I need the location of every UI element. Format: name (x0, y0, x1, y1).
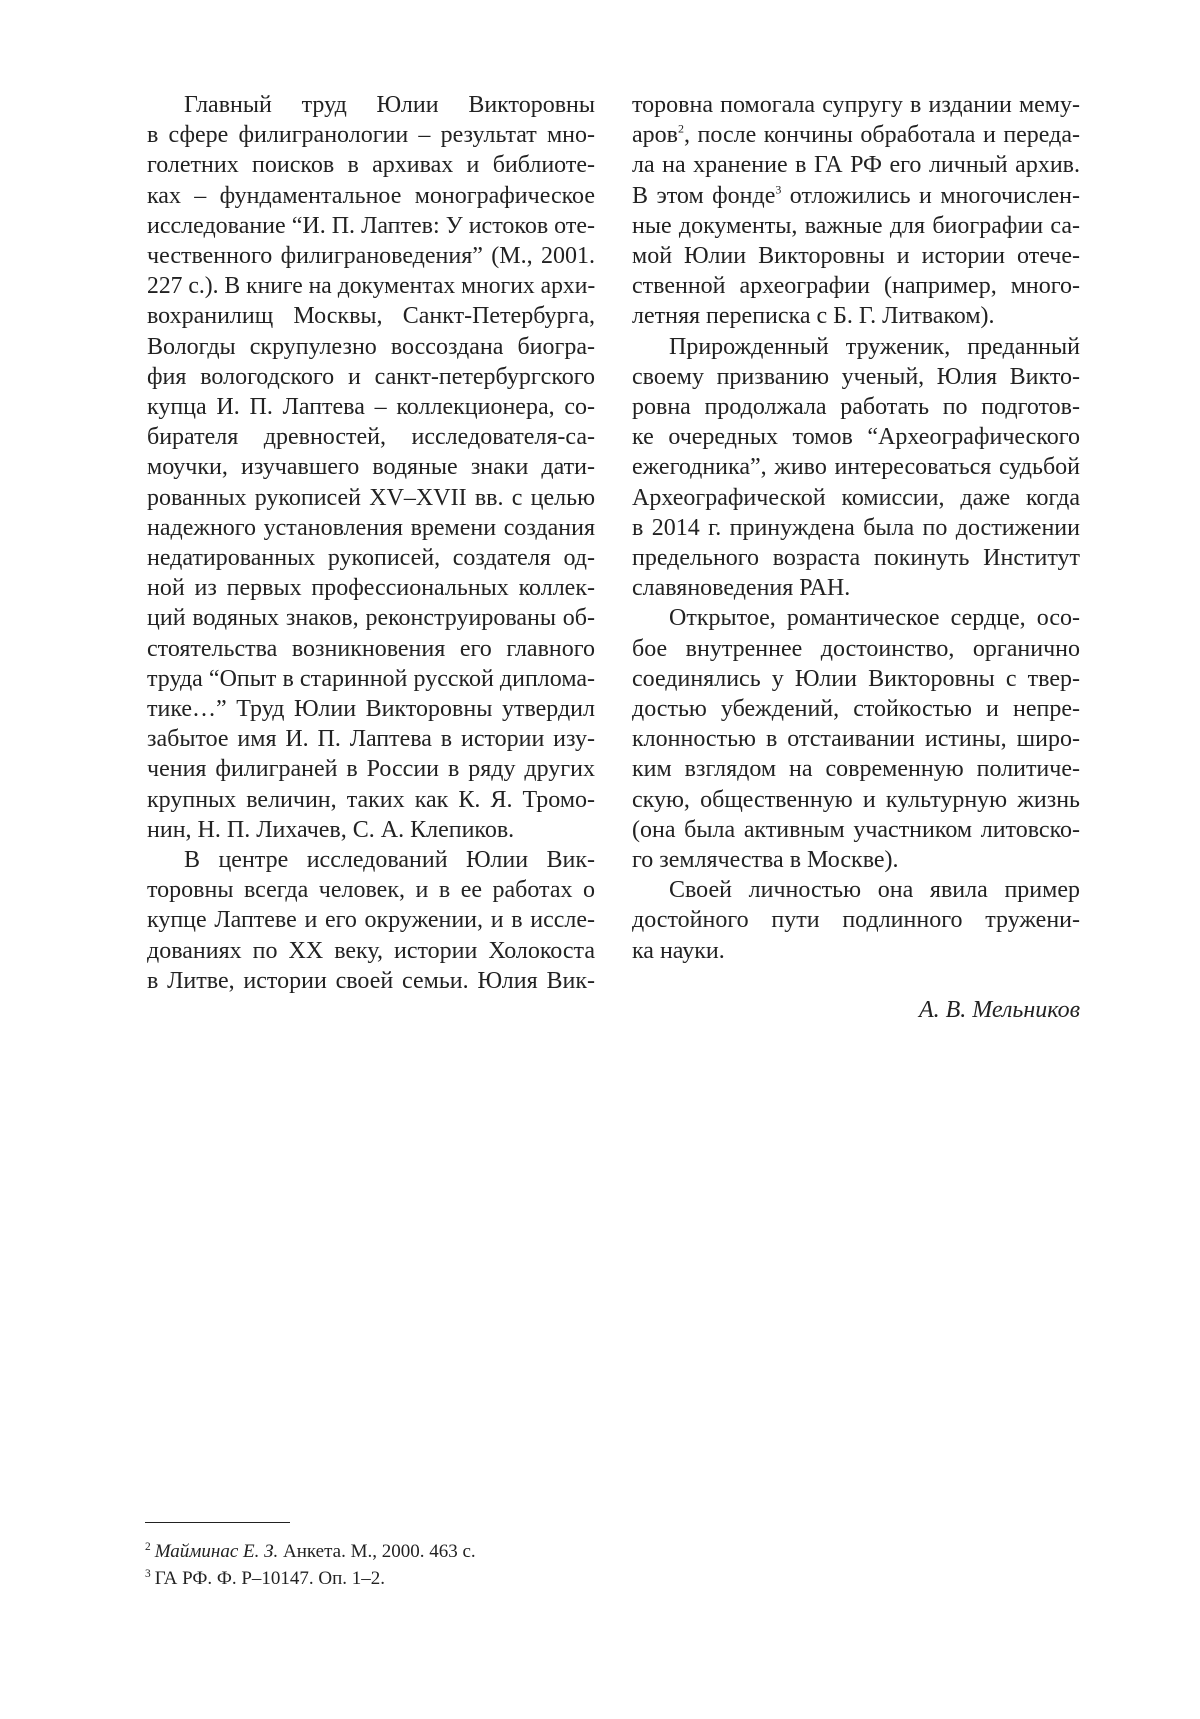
text-line: нин, Н. П. Лихачев, С. А. Клепиков. (147, 815, 595, 845)
footnote-text: ГА РФ. Ф. Р–10147. Оп. 1–2. (155, 1568, 385, 1589)
text-line: чественного филиграноведения” (М., 2001. (147, 241, 595, 271)
footnote-divider (145, 1522, 290, 1523)
text-line: Археографической комиссии, даже когда (632, 483, 1080, 513)
text-line: достью убеждений, стойкостью и непре- (632, 694, 1080, 724)
footnote-reference[interactable]: 3 (775, 182, 781, 196)
text-line: 227 с.). В книге на документах многих архи- (147, 271, 595, 301)
text-line: торовна помогала супругу в издании мему- (632, 90, 1080, 120)
text-line: в сфере филигранологии – результат мно- (147, 120, 595, 150)
text-line: летняя переписка с Б. Г. Литваком). (632, 301, 1080, 331)
text-line: В центре исследований Юлии Вик- (147, 845, 595, 875)
text-line: стоятельства возникновения его главного (147, 634, 595, 664)
text-line: ке очередных томов “Археографического (632, 422, 1080, 452)
text-line: ках – фундаментальное монографическое (147, 181, 595, 211)
text-column-left (147, 90, 595, 996)
text-line: Главный труд Юлии Викторовны (147, 90, 595, 120)
text-line: Вологды скрупулезно воссоздана биогра- (147, 332, 595, 362)
text-column-right (632, 90, 1080, 966)
text-line: забытое имя И. П. Лаптева в истории изу- (147, 724, 595, 754)
text-line: моучки, изучавшего водяные знаки дати- (147, 452, 595, 482)
text-line: ла на хранение в ГА РФ его личный архив. (632, 150, 1080, 180)
text-line: мой Юлии Викторовны и истории отече- (632, 241, 1080, 271)
text-line: голетних поисков в архивах и библиоте- (147, 150, 595, 180)
text-line: фия вологодского и санкт-петербургского (147, 362, 595, 392)
footnote-text: Анкета. М., 2000. 463 с. (278, 1541, 475, 1562)
text-line: клонностью в отстаивании истины, широ- (632, 724, 1080, 754)
text-line: надежного установления времени создания (147, 513, 595, 543)
text-line: чения филиграней в России в ряду других (147, 754, 595, 784)
text-line: ной из первых профессиональных коллек- (147, 573, 595, 603)
paragraph (632, 90, 1080, 332)
text-line: ким взглядом на современную политиче- (632, 754, 1080, 784)
text-line: тике…” Труд Юлии Викторовны утвердил (147, 694, 595, 724)
text-line: го землячества в Москве). (632, 845, 1080, 875)
footnote-mark: 2 (145, 1541, 151, 1553)
footnote-3 (145, 1565, 476, 1592)
text-line: вохранилищ Москвы, Санкт-Петербурга, (147, 301, 595, 331)
text-line: в Литве, истории своей семьи. Юлия Вик- (147, 966, 595, 996)
author-signature: А. В. Мельников (919, 997, 1080, 1024)
paragraph (147, 845, 595, 996)
text-line: в 2014 г. принуждена была по достижении (632, 513, 1080, 543)
text-line: ций водяных знаков, реконструированы об- (147, 603, 595, 633)
footnote-2 (145, 1538, 476, 1565)
text-line: недатированных рукописей, создателя од- (147, 543, 595, 573)
paragraph (632, 875, 1080, 966)
text-line: достойного пути подлинного тружени- (632, 905, 1080, 935)
text-line: Прирожденный труженик, преданный (632, 332, 1080, 362)
paragraph (632, 332, 1080, 604)
text-line: бирателя древностей, исследователя-са- (147, 422, 595, 452)
text-line: скую, общественную и культурную жизнь (632, 785, 1080, 815)
text-line: ежегодника”, живо интересоваться судьбой (632, 452, 1080, 482)
footnote-author: Майминас Е. З. (155, 1541, 279, 1562)
text-line: Открытое, романтическое сердце, осо- (632, 603, 1080, 633)
text-line: аров2, после кончины обработала и переда- (632, 120, 1080, 150)
text-line: Своей личностью она явила пример (632, 875, 1080, 905)
text-line: торовны всегда человек, и в ее работах о (147, 875, 595, 905)
text-line: (она была активным участником литовско- (632, 815, 1080, 845)
text-line: рованных рукописей XV–XVII вв. с целью (147, 483, 595, 513)
footnote-mark: 3 (145, 1568, 151, 1580)
text-line: ровна продолжала работать по подготов- (632, 392, 1080, 422)
text-line: бое внутреннее достоинство, органично (632, 634, 1080, 664)
text-line: предельного возраста покинуть Институт (632, 543, 1080, 573)
text-line: славяноведения РАН. (632, 573, 1080, 603)
text-line: соединялись у Юлии Викторовны с твер- (632, 664, 1080, 694)
text-line: своему призванию ученый, Юлия Викто- (632, 362, 1080, 392)
footnotes (145, 1538, 476, 1592)
paragraph (632, 603, 1080, 875)
text-line: труда “Опыт в старинной русской диплома- (147, 664, 595, 694)
footnote-reference[interactable]: 2 (678, 122, 684, 136)
paragraph (147, 90, 595, 845)
text-line: ка науки. (632, 936, 1080, 966)
text-line: купце Лаптеве и его окружении, и в иссле- (147, 905, 595, 935)
text-line: В этом фонде3 отложились и многочислен- (632, 181, 1080, 211)
text-line: крупных величин, таких как К. Я. Тромо- (147, 785, 595, 815)
text-line: купца И. П. Лаптева – коллекционера, со- (147, 392, 595, 422)
text-line: дованиях по XX веку, истории Холокоста (147, 936, 595, 966)
text-line: исследование “И. П. Лаптев: У истоков оте- (147, 211, 595, 241)
text-line: ственной археографии (например, много- (632, 271, 1080, 301)
text-line: ные документы, важные для биографии са- (632, 211, 1080, 241)
